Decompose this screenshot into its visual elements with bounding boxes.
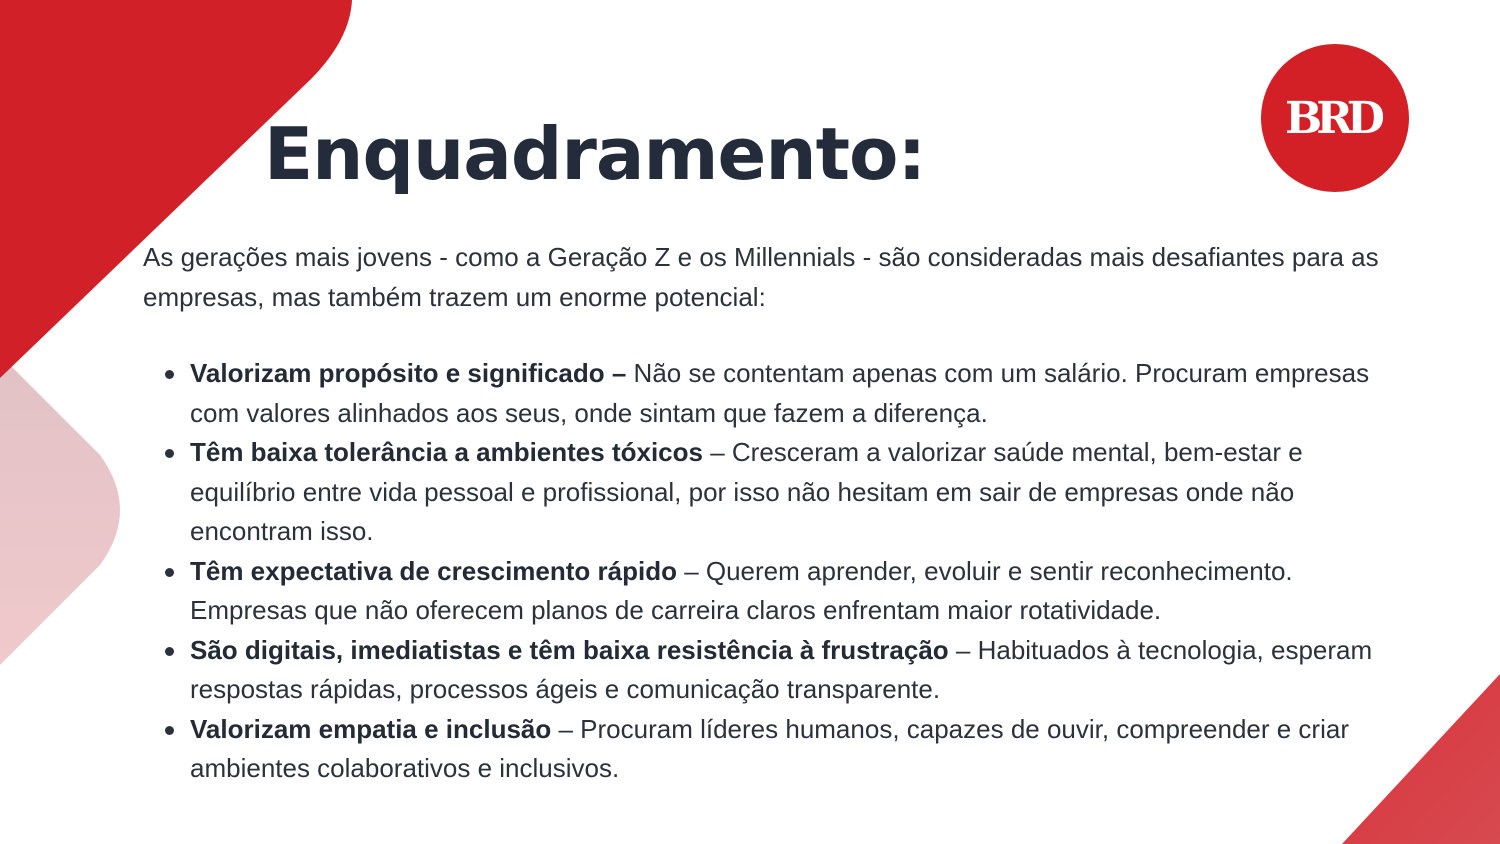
bullet-text: – Habituados à tecnologia, esperam respostas rápidas, processos ágeis e comunicação transparente.: [190, 634, 1373, 704]
bullet-text: – Querem aprender, evoluir e sentir reconhecimento. Empresas que não oferecem planos de carreira claros enfrentam maior rotatividade.: [190, 555, 1293, 625]
list-item: [190, 710, 1412, 789]
bullet-dot: [165, 568, 174, 577]
bullet-lead: Valorizam propósito e significado –: [190, 358, 627, 388]
bullet-dot: [165, 726, 174, 735]
brd-logo: [1261, 44, 1409, 192]
list-item: [190, 631, 1412, 710]
bullet-dot: [165, 449, 174, 458]
bullet-lead: Valorizam empatia e inclusão: [190, 713, 552, 744]
list-item: [190, 433, 1412, 552]
bullet-dot: [165, 370, 174, 379]
logo-text: BRD: [1285, 92, 1379, 144]
intro-paragraph: As gerações mais jovens - como a Geração Z e os Millennials - são consideradas mais desafiantes para as empresas, mas também trazem um enorme potencial:: [143, 242, 1379, 312]
list-item: [190, 354, 1412, 433]
bullet-text: – Procuram líderes humanos, capazes de ouvir, compreender e criar ambientes colaborativos e inclusivos.: [190, 713, 1349, 783]
bullet-list: [190, 354, 1412, 789]
bullet-lead: São digitais, imediatistas e têm baixa resistência à frustração: [190, 634, 949, 665]
pink-diagonal-shape: [0, 355, 120, 665]
bullet-text: – Cresceram a valorizar saúde mental, bem-estar e equilíbrio entre vida pessoal e profissional, por isso não hesitam em sair de empresas onde não encontram isso.: [190, 437, 1303, 546]
bullet-lead: Têm baixa tolerância a ambientes tóxicos: [190, 437, 703, 467]
bullet-lead: Têm expectativa de crescimento rápido: [190, 555, 677, 586]
list-item: [190, 552, 1412, 631]
bullet-text: Não se contentam apenas com um salário. Procuram empresas com valores alinhados aos seus, onde sintam que fazem a diferença.: [190, 358, 1370, 428]
page-title: Enquadramento:: [264, 112, 926, 196]
bullet-dot: [165, 647, 174, 656]
